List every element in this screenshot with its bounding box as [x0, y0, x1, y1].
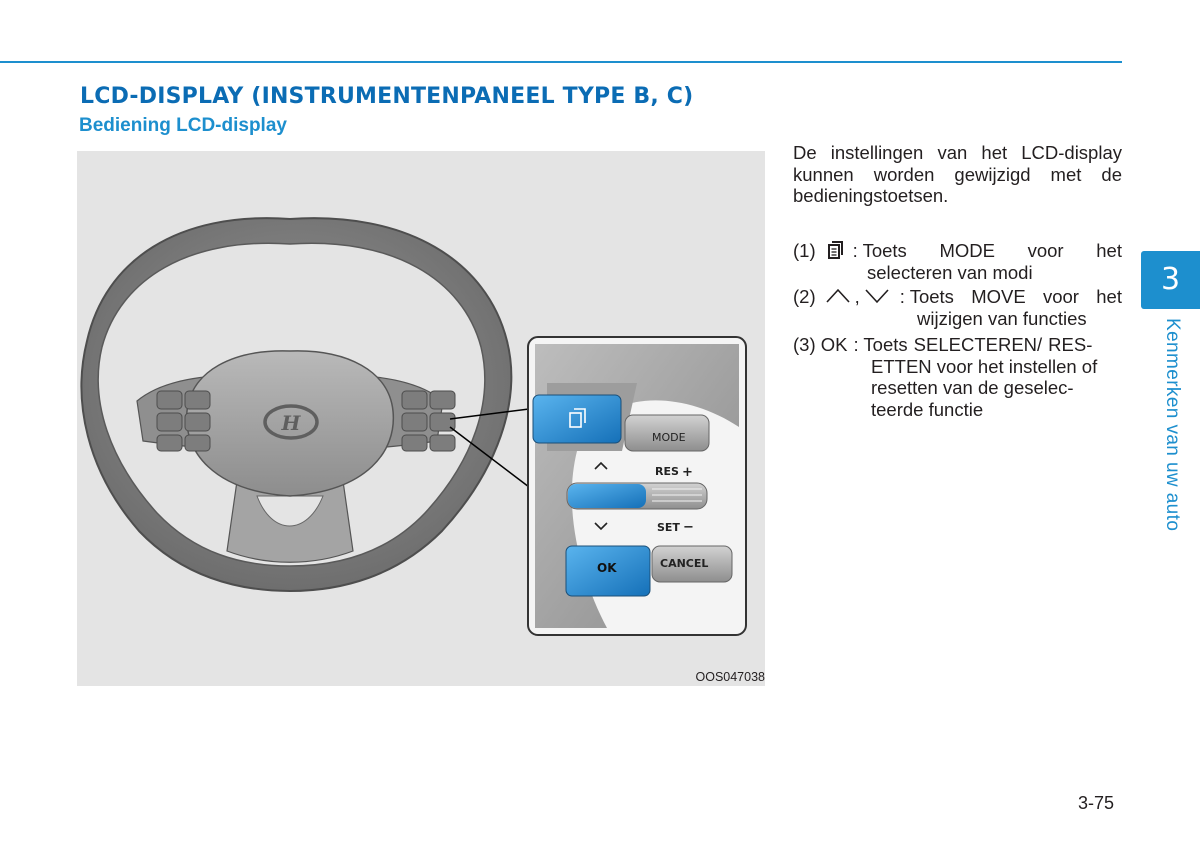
section-title: LCD-DISPLAY (INSTRUMENTENPANEEL TYPE B, C)	[80, 84, 694, 109]
move-rocker-switch[interactable]	[567, 483, 707, 509]
chapter-label: Kenmerken van uw auto	[1162, 318, 1183, 532]
set-button-label: SET	[657, 521, 680, 534]
figure-code: OOS047038	[695, 670, 765, 684]
steering-wheel	[81, 218, 511, 591]
intro-line: kunnen worden gewijzigd met de	[793, 163, 1122, 185]
list-item-2	[793, 286, 1122, 329]
item-word: RES-	[1048, 334, 1093, 355]
up-chevron-icon	[825, 288, 851, 304]
intro-line: bedieningstoetsen.	[793, 185, 949, 206]
mode-label-button[interactable]	[625, 415, 709, 451]
item-word: : Toets	[853, 334, 908, 355]
item-word: MOVE	[971, 286, 1026, 307]
res-button-label: RES	[655, 465, 679, 478]
intro-line: De instellingen van het LCD-display	[793, 142, 1122, 163]
item-continuation: ETTEN voor het instellen of	[871, 355, 1098, 377]
list-item-1	[793, 238, 1122, 283]
ok-button-label: OK	[597, 561, 617, 575]
ok-button[interactable]	[566, 546, 650, 596]
steering-wheel-figure	[77, 151, 765, 686]
chapter-tab: 3	[1141, 251, 1200, 309]
minus-icon: −	[683, 520, 694, 535]
top-rule	[0, 61, 1122, 63]
list-item-3	[793, 334, 1122, 420]
button-zoom-panel	[528, 337, 746, 635]
mode-document-icon	[827, 240, 845, 259]
item-word: voor	[1027, 240, 1064, 261]
svg-text:H: H	[281, 411, 301, 435]
item-continuation: teerde functie	[871, 398, 984, 420]
steering-wheel-illustration	[77, 151, 765, 686]
plus-icon: +	[682, 465, 693, 480]
item-continuation: wijzigen van functies	[917, 307, 1087, 329]
item-word: : Toets	[899, 286, 954, 307]
item-word: SELECTEREN/	[913, 334, 1043, 355]
item-number: (3) OK	[793, 334, 848, 355]
item-word: MODE	[939, 240, 995, 261]
cancel-button[interactable]	[652, 546, 732, 582]
item-word: : Toets	[852, 240, 907, 261]
down-chevron-icon	[864, 288, 890, 304]
mode-button[interactable]	[533, 395, 621, 443]
mode-button-label: MODE	[652, 431, 686, 444]
page-number: 3-75	[1078, 793, 1115, 813]
sub-title: Bediening LCD-display	[79, 115, 287, 136]
intro-paragraph	[793, 142, 1122, 207]
cancel-button-label: CANCEL	[660, 557, 709, 570]
item-separator: ,	[854, 286, 860, 307]
item-word: het	[1096, 286, 1122, 307]
item-continuation: resetten van de geselec-	[871, 377, 1074, 398]
item-continuation: selecteren van modi	[867, 261, 1033, 283]
item-word: het	[1096, 240, 1122, 261]
item-number: (2)	[793, 286, 816, 307]
item-word: voor	[1042, 286, 1079, 307]
item-number: (1)	[793, 240, 816, 261]
